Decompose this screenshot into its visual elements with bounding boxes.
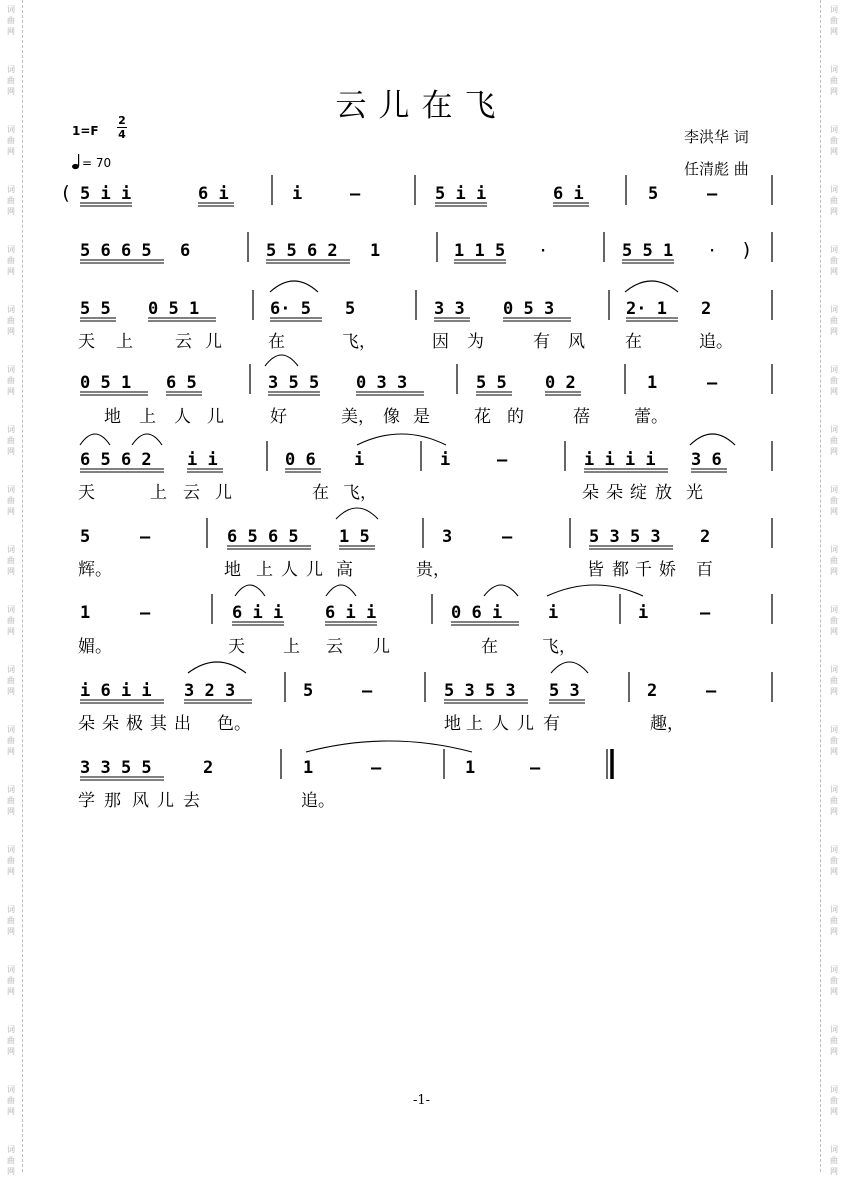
watermark-text: 词 曲 网 xyxy=(7,965,15,996)
note-group: 1 xyxy=(303,758,314,778)
watermark-text: 词 曲 网 xyxy=(830,605,838,636)
lyric-syllable: 地 xyxy=(104,407,121,427)
lyric-syllable: 有 xyxy=(533,332,550,352)
note-group: 2· 1 xyxy=(626,299,667,319)
watermark-text: 词 曲 网 xyxy=(830,305,838,336)
note-group: 0 2 xyxy=(545,373,576,393)
tempo-value: = 70 xyxy=(82,156,112,170)
note-group: i i i i xyxy=(584,450,656,470)
lyric-syllable: 趣， xyxy=(650,714,684,734)
note-group: 5 3 5 3 xyxy=(444,681,516,701)
note-group: 5 xyxy=(80,527,91,547)
lyric-syllable: 朵 xyxy=(102,714,119,734)
watermark-text: 词 曲 网 xyxy=(7,65,15,96)
note-group: i xyxy=(548,603,559,623)
lyric-syllable: 都 xyxy=(612,560,629,580)
lyric-syllable: 像 xyxy=(383,407,400,427)
note-group: 5 3 xyxy=(549,681,580,701)
slur-arc xyxy=(326,585,356,596)
watermark-text: 词 曲 网 xyxy=(830,185,838,216)
note-group: 5 5 xyxy=(476,373,507,393)
lyric-syllable: 地 xyxy=(444,714,461,734)
note-group: 3 xyxy=(442,527,453,547)
note-group: i xyxy=(354,450,365,470)
note-group: 6 i i xyxy=(232,603,284,623)
lyric-syllable: 儿 xyxy=(306,560,323,580)
lyric-syllable: 上 xyxy=(466,714,483,734)
note-group: i 6 i i xyxy=(80,681,152,701)
note-group: 3 6 xyxy=(691,450,722,470)
lyric-syllable: 地 xyxy=(224,560,241,580)
lyric-syllable: 皆 xyxy=(587,560,604,580)
lyric-syllable: 上 xyxy=(116,332,133,352)
watermark-text: 词 曲 网 xyxy=(830,425,838,456)
lyric-syllable: 飞， xyxy=(542,637,576,657)
lyric-syllable: 追。 xyxy=(301,791,335,811)
watermark-text: 词 曲 网 xyxy=(830,785,838,816)
lyric-syllable: 人 xyxy=(174,407,191,427)
watermark-text: 词 曲 网 xyxy=(830,665,838,696)
watermark-text: 词 曲 网 xyxy=(7,605,15,636)
lyric-syllable: 天 xyxy=(228,637,245,657)
time-signature-numerator: 2 xyxy=(118,114,126,127)
lyric-syllable: 出 xyxy=(174,714,191,734)
watermark-text: 词 曲 网 xyxy=(7,5,15,36)
slur-arc xyxy=(625,281,678,292)
lyric-syllable: 人 xyxy=(492,714,509,734)
watermark-text: 词 曲 网 xyxy=(7,845,15,876)
lyric-syllable: 上 xyxy=(150,483,167,503)
lyric-syllable: 云 xyxy=(175,332,192,352)
page-number: -1- xyxy=(412,1093,431,1108)
lyric-syllable: 贵， xyxy=(416,560,450,580)
note-group: 0 6 i xyxy=(451,603,503,623)
lyric-syllable: 因 xyxy=(432,332,449,352)
watermark-text: 词 曲 网 xyxy=(830,1145,838,1176)
lyric-syllable: 在 xyxy=(312,483,329,503)
lyric-syllable: 蕾。 xyxy=(634,407,668,427)
lyric-syllable: 绽 xyxy=(630,483,647,503)
note-group: 6 5 6 2 xyxy=(80,450,152,470)
lyric-syllable: 儿 xyxy=(157,791,174,811)
note-group: – xyxy=(371,758,382,778)
watermark-text: 词 曲 网 xyxy=(830,725,838,756)
slur-arc xyxy=(357,434,446,445)
watermark-text: 词 曲 网 xyxy=(7,1085,15,1116)
watermark-text: 词 曲 网 xyxy=(7,305,15,336)
lyric-syllable: 在 xyxy=(481,637,498,657)
lyric-syllable: 儿 xyxy=(207,407,224,427)
note-group: 6 i i xyxy=(325,603,377,623)
note-group: 0 6 xyxy=(285,450,316,470)
watermark-text: 词 曲 网 xyxy=(830,545,838,576)
note-group: 3 5 5 xyxy=(268,373,320,393)
watermark-text: 词 曲 网 xyxy=(7,1145,15,1176)
lyric-syllable: 色。 xyxy=(217,714,251,734)
note-group: i i xyxy=(187,450,218,470)
note-group: – xyxy=(140,527,151,547)
slur-arc xyxy=(484,585,518,596)
note-group: 3 2 3 xyxy=(184,681,236,701)
lyric-syllable: 云 xyxy=(183,483,200,503)
lyric-syllable: 有 xyxy=(543,714,560,734)
lyric-syllable: 放 xyxy=(655,483,672,503)
lyric-syllable: 学 xyxy=(78,791,95,811)
note-group: 2 xyxy=(203,758,214,778)
watermark-text: 词 曲 网 xyxy=(830,365,838,396)
note-group: – xyxy=(700,603,711,623)
watermark-text: 词 曲 网 xyxy=(7,245,15,276)
lyric-syllable: 风 xyxy=(132,791,149,811)
lyric-syllable: 儿 xyxy=(517,714,534,734)
note-group: 3 3 xyxy=(434,299,465,319)
note-group: 6 i xyxy=(553,184,584,204)
slur-arc xyxy=(132,434,162,445)
note-group: ) xyxy=(741,239,753,261)
note-group: 6 5 6 5 xyxy=(227,527,299,547)
watermark-text: 词 曲 网 xyxy=(830,485,838,516)
note-group: 1 xyxy=(647,373,658,393)
note-group: 5 6 6 5 xyxy=(80,241,152,261)
lyric-syllable: 辉。 xyxy=(78,560,112,580)
lyric-syllable: 美， xyxy=(341,407,375,427)
lyric-syllable: 上 xyxy=(283,637,300,657)
watermark-text: 词 曲 网 xyxy=(830,65,838,96)
slur-arc xyxy=(235,585,265,596)
slur-arc xyxy=(690,434,735,445)
lyric-syllable: 去 xyxy=(183,791,200,811)
note-group: 5 xyxy=(345,299,356,319)
note-group: 1 xyxy=(370,241,381,261)
lyric-syllable: 媚。 xyxy=(78,637,112,657)
note-group: ( xyxy=(60,182,72,204)
lyric-syllable: 好 xyxy=(270,407,287,427)
note-group: 5 i i xyxy=(435,184,487,204)
lyric-syllable: 百 xyxy=(696,560,713,580)
note-group: 2 xyxy=(647,681,658,701)
lyric-syllable: 是 xyxy=(413,407,430,427)
note-group: 0 5 1 xyxy=(80,373,132,393)
watermark-text: 词 曲 网 xyxy=(7,545,15,576)
note-group: – xyxy=(502,527,513,547)
note-group: · xyxy=(707,241,718,261)
lyric-syllable: 天 xyxy=(78,483,95,503)
note-group: 5 xyxy=(648,184,659,204)
note-group: i xyxy=(638,603,649,623)
watermark-text: 词 曲 网 xyxy=(830,905,838,936)
note-group: 1 1 5 xyxy=(454,241,506,261)
note-group: 2 xyxy=(701,299,712,319)
note-group: 0 5 3 xyxy=(503,299,555,319)
watermark-text: 词 曲 网 xyxy=(7,665,15,696)
note-group: – xyxy=(706,681,717,701)
lyric-syllable: 飞， xyxy=(342,332,376,352)
slur-arc xyxy=(551,662,588,673)
note-group: – xyxy=(497,450,508,470)
note-group: 5 5 xyxy=(80,299,111,319)
song-title: 云儿在飞 xyxy=(335,88,508,124)
slur-arc xyxy=(80,434,110,445)
note-group: – xyxy=(350,184,361,204)
slur-arc xyxy=(336,508,378,519)
note-group: i xyxy=(440,450,451,470)
watermark-text: 词 曲 网 xyxy=(830,1025,838,1056)
note-group: – xyxy=(140,603,151,623)
lyric-syllable: 追。 xyxy=(699,332,733,352)
watermark-text: 词 曲 网 xyxy=(7,1025,15,1056)
watermark-text: 词 曲 网 xyxy=(7,425,15,456)
watermark-text: 词 曲 网 xyxy=(7,785,15,816)
lyric-syllable: 蓓 xyxy=(573,407,590,427)
watermark-text: 词 曲 网 xyxy=(7,125,15,156)
note-group: 1 xyxy=(80,603,91,623)
note-group: – xyxy=(362,681,373,701)
slur-arc xyxy=(270,281,318,292)
lyric-syllable: 天 xyxy=(78,332,95,352)
watermark-text: 词 曲 网 xyxy=(830,965,838,996)
watermark-text: 词 曲 网 xyxy=(7,485,15,516)
watermark-text: 词 曲 网 xyxy=(830,845,838,876)
note-group: 0 3 3 xyxy=(356,373,408,393)
slur-arc xyxy=(265,355,298,366)
lyric-syllable: 其 xyxy=(150,714,167,734)
note-group: · xyxy=(538,241,549,261)
lyric-syllable: 那 xyxy=(104,791,121,811)
lyric-syllable: 娇 xyxy=(659,560,676,580)
note-group: 2 xyxy=(700,527,711,547)
lyric-syllable: 朵 xyxy=(78,714,95,734)
note-group: 6· 5 xyxy=(270,299,311,319)
lyric-syllable: 儿 xyxy=(205,332,222,352)
note-group: 5 i i xyxy=(80,184,132,204)
watermark-text: 词 曲 网 xyxy=(830,1085,838,1116)
note-group: – xyxy=(707,184,718,204)
watermark-text: 词 曲 网 xyxy=(830,125,838,156)
lyric-syllable: 光 xyxy=(686,483,703,503)
lyric-syllable: 高 xyxy=(336,560,353,580)
lyric-syllable: 花 xyxy=(474,407,491,427)
note-group: 6 i xyxy=(198,184,229,204)
lyric-syllable: 人 xyxy=(281,560,298,580)
note-group: 3 3 5 5 xyxy=(80,758,152,778)
slur-arc xyxy=(306,741,472,752)
lyric-syllable: 朵 xyxy=(606,483,623,503)
lyric-syllable: 上 xyxy=(139,407,156,427)
note-group: 5 5 1 xyxy=(622,241,674,261)
note-group: 5 3 5 3 xyxy=(589,527,661,547)
note-group: 6 xyxy=(180,241,191,261)
note-group: – xyxy=(530,758,541,778)
composer-credit: 任清彪 曲 xyxy=(684,160,749,178)
watermark-text: 词 曲 网 xyxy=(7,185,15,216)
lyric-syllable: 朵 xyxy=(582,483,599,503)
note-group: – xyxy=(707,373,718,393)
key-signature: 1=F xyxy=(72,124,99,138)
lyric-syllable: 为 xyxy=(467,332,484,352)
note-group: i xyxy=(292,184,303,204)
time-signature-denominator: 4 xyxy=(118,128,126,141)
lyric-syllable: 在 xyxy=(625,332,642,352)
watermark-text: 词 曲 网 xyxy=(7,905,15,936)
note-group: 5 xyxy=(303,681,314,701)
watermark-text: 词 曲 网 xyxy=(830,245,838,276)
note-group: 5 5 6 2 xyxy=(266,241,338,261)
watermark-text: 词 曲 网 xyxy=(7,725,15,756)
watermark-text: 词 曲 网 xyxy=(830,5,838,36)
lyric-syllable: 飞， xyxy=(343,483,377,503)
lyric-syllable: 在 xyxy=(268,332,285,352)
slur-arc xyxy=(547,585,643,596)
lyric-syllable: 千 xyxy=(635,560,652,580)
lyric-syllable: 上 xyxy=(256,560,273,580)
lyric-syllable: 儿 xyxy=(373,637,390,657)
lyric-syllable: 极 xyxy=(126,714,143,734)
lyricist-credit: 李洪华 词 xyxy=(684,128,749,146)
note-group: 1 5 xyxy=(339,527,370,547)
lyric-syllable: 风 xyxy=(568,332,585,352)
note-group: 6 5 xyxy=(166,373,197,393)
lyric-syllable: 云 xyxy=(326,637,343,657)
lyric-syllable: 儿 xyxy=(215,483,232,503)
note-group: 1 xyxy=(465,758,476,778)
slur-arc xyxy=(188,662,246,673)
lyric-syllable: 的 xyxy=(507,407,524,427)
watermark-text: 词 曲 网 xyxy=(7,365,15,396)
note-group: 0 5 1 xyxy=(148,299,200,319)
